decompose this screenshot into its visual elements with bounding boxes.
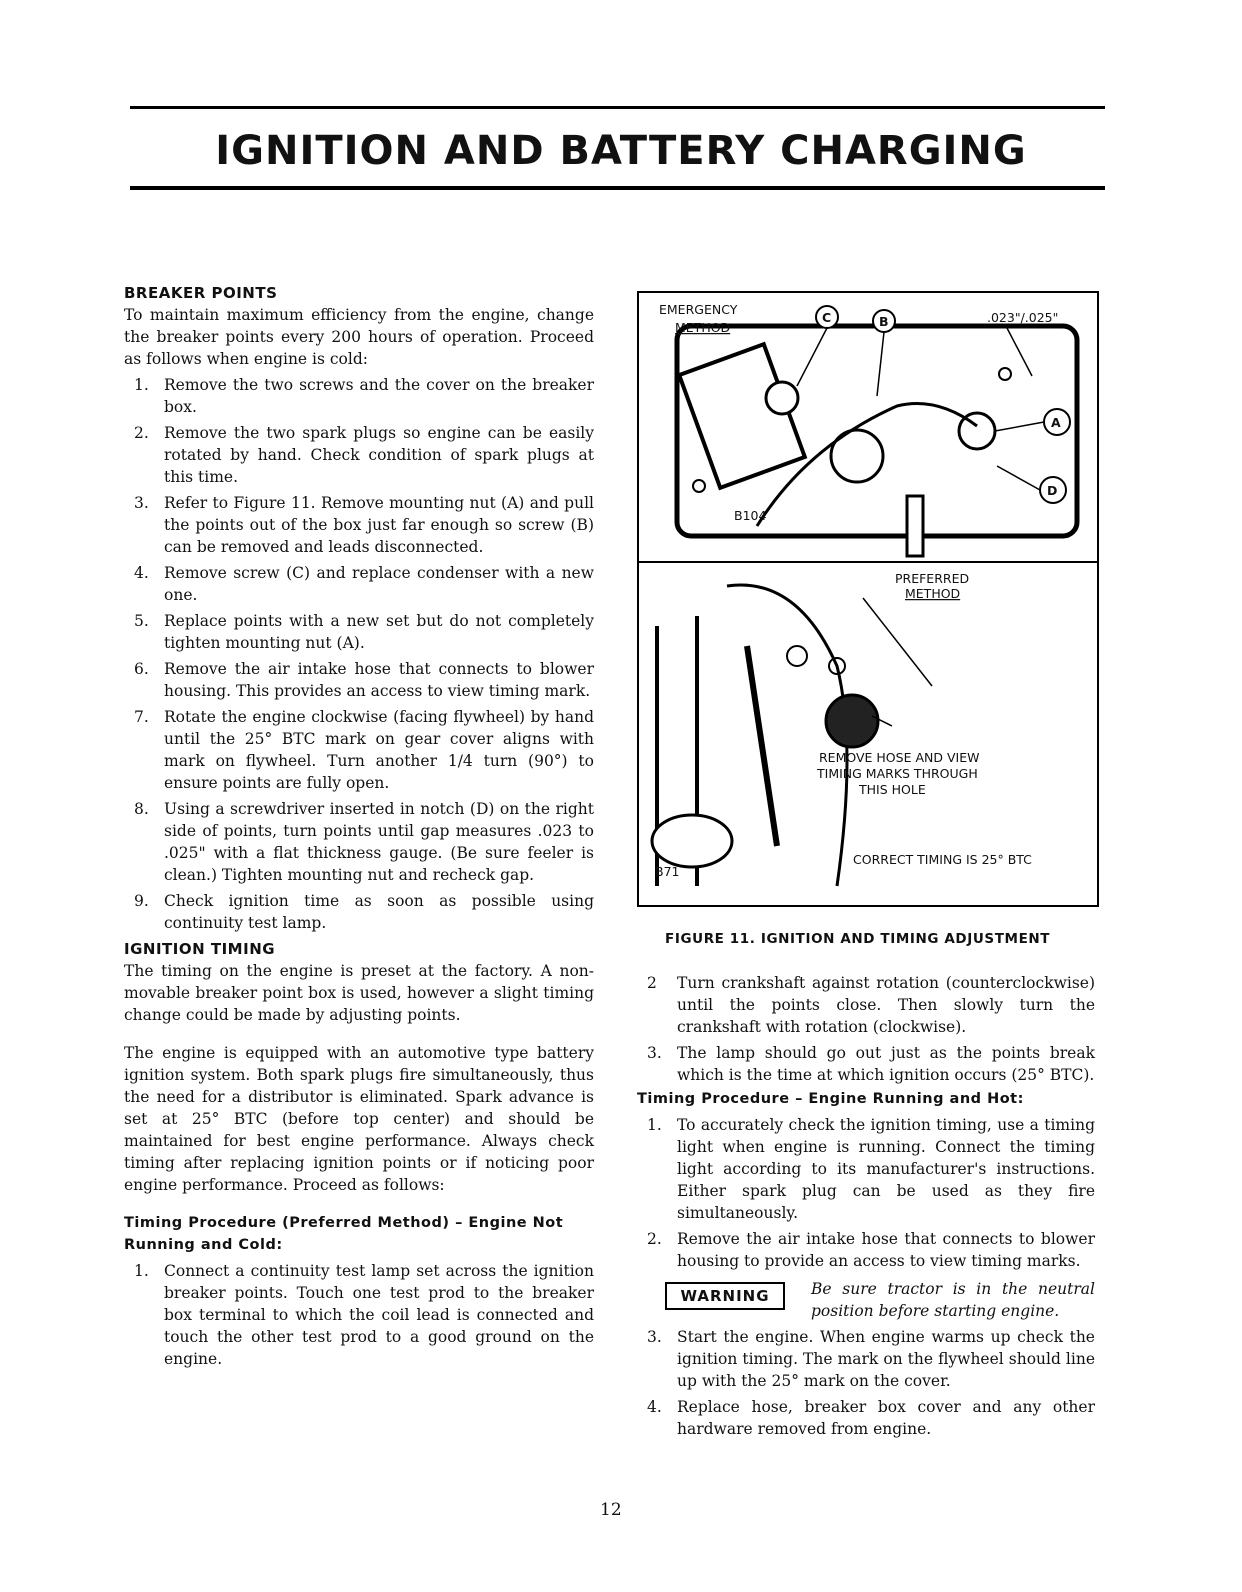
figure-caption: FIGURE 11. IGNITION AND TIMING ADJUSTMENT [665, 931, 1051, 947]
leader-preferred [863, 598, 932, 686]
warning-notice [637, 1278, 1095, 1322]
list-item: 3. Refer to Figure 11. Remove mounting nut (A) and pull the points out of the box just far enough so screw (B) can be removed and leads disconnected. [134, 494, 594, 556]
condenser-shape [679, 344, 805, 488]
figure-hose-line2: TIMING MARKS THROUGH [817, 766, 978, 781]
ignition-timing-heading: IGNITION TIMING [124, 940, 276, 958]
warning-text: Be sure tractor is in the neutral position before starting engine. [811, 1280, 1095, 1320]
figure-hose-line1: REMOVE HOSE AND VIEW [819, 750, 980, 765]
box-hole-right [999, 368, 1011, 380]
box-hole-left [693, 480, 705, 492]
timing-hole [826, 695, 878, 747]
spring-anchor [787, 646, 807, 666]
list-item: 3. The lamp should go out just as the points break which is the time at which ignition occurs (25° BTC). [647, 1044, 1095, 1084]
list-item: 9. Check ignition time as soon as possible using continuity test lamp. [134, 892, 594, 932]
warning-label: WARNING [665, 1282, 785, 1310]
leader-a [995, 422, 1044, 431]
figure-emergency-line1: EMERGENCY [659, 302, 738, 317]
figure-emergency-line2: METHOD [675, 320, 731, 335]
page-number: 12 [600, 1500, 622, 1520]
list-item: 1. Connect a continuity test lamp set across the ignition breaker points. Touch one test prod to the breaker box terminal to which the coil lead is connected and touch the other test prod to a good ground on the engine. [134, 1262, 594, 1368]
filter-cap [652, 815, 732, 867]
timing-cold-heading: Timing Procedure (Preferred Method) – Engine Not Running and Cold: [124, 1215, 564, 1253]
ignition-timing-para2: The engine is equipped with an automotive type battery ignition system. Both spark plugs fire simultaneously, thus the need for a distributor is eliminated. Spark advance is set at 25° BTC (before top center) and should be maintained for best engine performance. Always check timing after replacing ignition points or if noticing poor engine performance. Proceed as follows: [124, 1044, 594, 1194]
ignition-timing-para1: The timing on the engine is preset at the factory. A non-movable breaker point box is used, however a slight timing change could be made by adjusting points. [124, 962, 594, 1024]
list-item: 1. To accurately check the ignition timing, use a timing light when engine is running. Connect the timing light according to its manufacturer's instructions. Either spark plug can be used as they fire simultaneously. [647, 1116, 1095, 1222]
figure-code-bottom: B71 [655, 864, 680, 879]
ignition-timing-figure [637, 286, 1100, 908]
title-underline [130, 186, 1105, 190]
breaker-points-steps [124, 374, 594, 934]
list-item: 5. Replace points with a new set but do not completely tighten mounting nut (A). [134, 612, 594, 652]
list-item: 1. Remove the two screws and the cover on the breaker box. [134, 376, 594, 416]
list-item: 2. Remove the air intake hose that connects to blower housing to provide an access to view timing marks. [647, 1230, 1095, 1270]
figure-preferred-line1: PREFERRED [895, 571, 970, 586]
callout-d: D [1047, 483, 1058, 498]
figure-preferred-line2: METHOD [905, 586, 961, 601]
list-item: 4. Replace hose, breaker box cover and any other hardware removed from engine. [647, 1398, 1095, 1438]
page-title: IGNITION AND BATTERY CHARGING [215, 128, 1027, 174]
timing-hot-heading: Timing Procedure – Engine Running and Hot: [637, 1091, 1024, 1107]
list-item: 3. Start the engine. When engine warms up check the ignition timing. The mark on the flywheel should line up with the 25° mark on the cover. [647, 1328, 1095, 1390]
top-rule [130, 106, 1105, 109]
breaker-points-intro: To maintain maximum efficiency from the engine, change the breaker points every 200 hours of operation. Proceed as follows when engine is cold: [124, 306, 594, 368]
right-column [637, 968, 1095, 1440]
list-item: 6. Remove the air intake hose that connects to blower housing. This provides an access to view timing mark. [134, 660, 594, 700]
list-item: 2 Turn crankshaft against rotation (counterclockwise) until the points close. Then slowly turn the crankshaft with rotation (clockwise). [647, 974, 1095, 1036]
governor-spring [747, 646, 777, 846]
callout-a: A [1051, 415, 1061, 430]
list-item: 8. Using a screwdriver inserted in notch (D) on the right side of points, turn points until gap measures .023 to .025" with a flat thickness gauge. (Be sure feeler is clean.) Tighten mounting nut and recheck gap. [134, 800, 594, 884]
list-item: 4. Remove screw (C) and replace condenser with a new one. [134, 564, 594, 604]
terminal-post [907, 496, 923, 556]
screw-c-shape [766, 382, 798, 414]
leader-gap [1007, 328, 1032, 376]
list-item: 7. Rotate the engine clockwise (facing flywheel) by hand until the 25° BTC mark on gear cover aligns with mark on flywheel. Turn another 1/4 turn (90°) to ensure points are fully open. [134, 708, 594, 792]
figure-gap-spec: .023"/.025" [987, 310, 1059, 325]
figure-correct-timing: CORRECT TIMING IS 25° BTC [853, 852, 1032, 867]
callout-c: C [822, 310, 832, 325]
timing-hot-steps [637, 1114, 1095, 1272]
timing-hot-steps-continued [637, 1326, 1095, 1440]
left-column [124, 282, 594, 1370]
breaker-points-heading: BREAKER POINTS [124, 284, 278, 302]
leader-b [877, 332, 884, 396]
timing-cold-steps [124, 1260, 594, 1370]
list-item: 2. Remove the two spark plugs so engine can be easily rotated by hand. Check condition of spark plugs at this time. [134, 424, 594, 486]
leader-d [997, 466, 1040, 490]
figure-code-top: B104 [734, 508, 767, 523]
figure-hose-line3: THIS HOLE [859, 782, 926, 797]
leader-c [797, 328, 827, 386]
callout-b: B [879, 314, 889, 329]
timing-cold-steps-continued [637, 972, 1095, 1086]
